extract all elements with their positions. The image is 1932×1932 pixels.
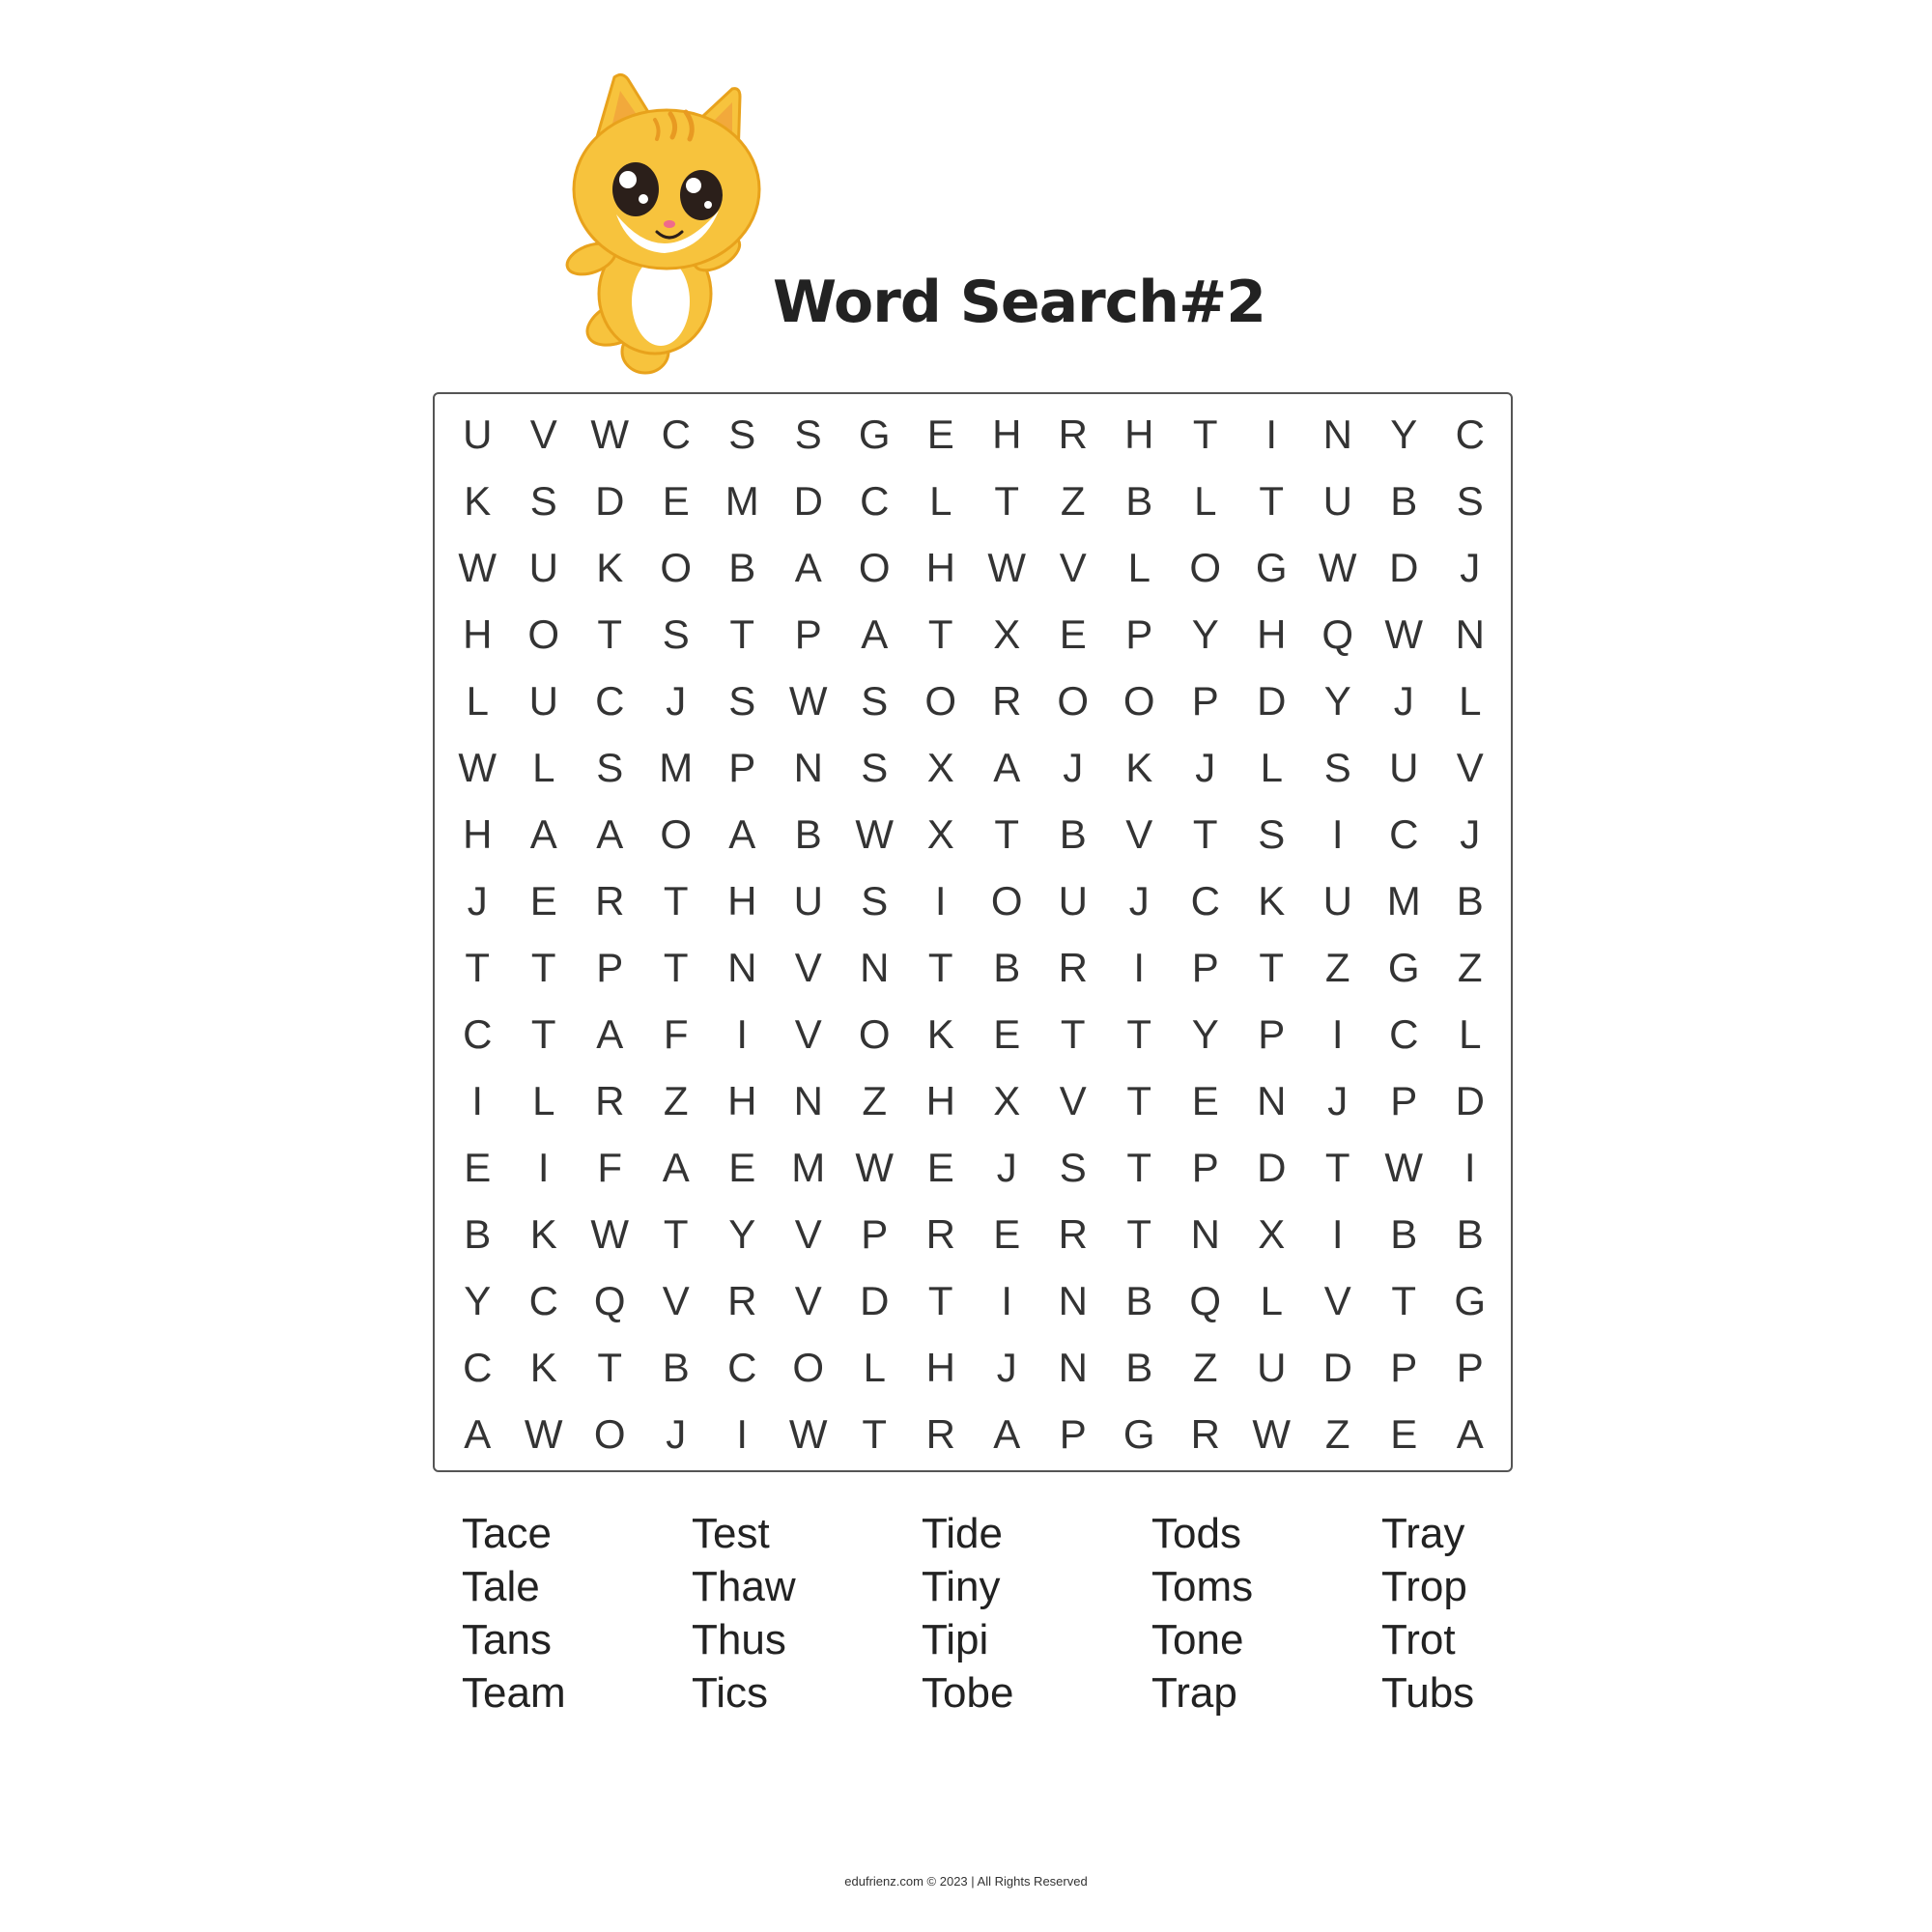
grid-letter[interactable]: R: [595, 877, 625, 923]
grid-letter[interactable]: U: [1389, 744, 1419, 790]
grid-letter[interactable]: K: [529, 1210, 557, 1257]
grid-letter[interactable]: N: [1058, 1344, 1088, 1390]
grid-letter[interactable]: I: [1331, 1210, 1344, 1257]
grid-letter[interactable]: U: [1058, 877, 1088, 923]
grid-letter[interactable]: Y: [1390, 411, 1418, 457]
grid-letter[interactable]: D: [860, 1277, 890, 1323]
grid-letter[interactable]: B: [1125, 477, 1153, 524]
grid-letter[interactable]: T: [1192, 810, 1218, 857]
grid-letter[interactable]: D: [1389, 544, 1419, 590]
grid-letter[interactable]: P: [1125, 611, 1153, 657]
grid-letter[interactable]: D: [1257, 677, 1287, 724]
grid-letter[interactable]: R: [1058, 944, 1088, 990]
grid-letter[interactable]: J: [467, 877, 488, 923]
grid-letter[interactable]: B: [1390, 1210, 1418, 1257]
grid-letter[interactable]: L: [1260, 1277, 1283, 1323]
grid-letter[interactable]: H: [727, 877, 757, 923]
grid-letter[interactable]: H: [925, 544, 955, 590]
grid-letter[interactable]: B: [794, 810, 822, 857]
grid-letter[interactable]: L: [466, 677, 489, 724]
grid-letter[interactable]: E: [1059, 611, 1087, 657]
grid-letter[interactable]: B: [1125, 1344, 1153, 1390]
grid-letter[interactable]: K: [926, 1010, 954, 1057]
grid-letter[interactable]: S: [794, 411, 822, 457]
grid-letter[interactable]: B: [728, 544, 756, 590]
grid-letter[interactable]: Z: [1192, 1344, 1218, 1390]
word-list-item: Tide: [922, 1510, 1003, 1557]
grid-letter[interactable]: T: [530, 944, 556, 990]
grid-letter[interactable]: P: [794, 611, 822, 657]
grid-letter[interactable]: R: [1058, 411, 1088, 457]
grid-letter[interactable]: S: [1059, 1144, 1087, 1190]
grid-letter[interactable]: A: [596, 1010, 624, 1057]
grid-letter[interactable]: O: [660, 810, 693, 857]
grid-letter[interactable]: N: [727, 944, 757, 990]
grid-letter[interactable]: N: [1190, 1210, 1220, 1257]
grid-letter[interactable]: X: [926, 744, 954, 790]
grid-letter[interactable]: G: [1255, 544, 1288, 590]
grid-letter[interactable]: N: [1322, 411, 1352, 457]
word-search-grid: [433, 392, 1513, 1472]
grid-letter[interactable]: Y: [728, 1210, 756, 1257]
grid-letter[interactable]: Z: [862, 1077, 888, 1123]
word-list-item: Tipi: [922, 1616, 989, 1663]
grid-letter[interactable]: T: [1259, 944, 1285, 990]
grid-letter[interactable]: C: [727, 1344, 757, 1390]
grid-letter[interactable]: S: [1258, 810, 1286, 857]
grid-letter[interactable]: V: [794, 1010, 822, 1057]
grid-letter[interactable]: J: [666, 677, 687, 724]
grid-letter[interactable]: F: [597, 1144, 623, 1190]
grid-letter[interactable]: T: [1126, 1210, 1152, 1257]
grid-letter[interactable]: N: [860, 944, 890, 990]
word-list-item: Tubs: [1381, 1669, 1475, 1717]
grid-letter[interactable]: T: [663, 1210, 689, 1257]
grid-letter[interactable]: B: [1390, 477, 1418, 524]
grid-letter[interactable]: R: [727, 1277, 757, 1323]
grid-letter[interactable]: T: [927, 611, 953, 657]
grid-letter[interactable]: S: [728, 677, 756, 724]
grid-letter[interactable]: P: [1390, 1344, 1418, 1390]
grid-letter[interactable]: W: [458, 544, 497, 590]
grid-letter[interactable]: S: [728, 411, 756, 457]
grid-letter[interactable]: I: [934, 877, 947, 923]
grid-letter[interactable]: V: [1323, 1277, 1351, 1323]
grid-letter[interactable]: W: [524, 1410, 563, 1457]
grid-letter[interactable]: V: [794, 1210, 822, 1257]
word-list-item: Tray: [1381, 1510, 1465, 1557]
grid-letter[interactable]: A: [861, 611, 889, 657]
grid-letter[interactable]: A: [993, 1410, 1021, 1457]
grid-letter[interactable]: O: [1189, 544, 1222, 590]
grid-letter[interactable]: I: [736, 1410, 749, 1457]
grid-letter[interactable]: J: [1327, 1077, 1349, 1123]
grid-letter[interactable]: O: [1122, 677, 1155, 724]
grid-letter[interactable]: P: [861, 1210, 889, 1257]
grid-letter[interactable]: S: [861, 677, 889, 724]
grid-letter[interactable]: E: [1390, 1410, 1418, 1457]
grid-letter[interactable]: K: [464, 477, 492, 524]
grid-letter[interactable]: T: [597, 611, 623, 657]
grid-letter[interactable]: J: [996, 1144, 1017, 1190]
grid-letter[interactable]: E: [1191, 1077, 1219, 1123]
grid-letter[interactable]: A: [596, 810, 624, 857]
word-list-item: Thaw: [692, 1563, 796, 1610]
grid-letter[interactable]: L: [1260, 744, 1283, 790]
grid-letter[interactable]: Y: [1191, 611, 1219, 657]
grid-letter[interactable]: L: [532, 1077, 555, 1123]
grid-letter[interactable]: P: [1191, 944, 1219, 990]
grid-letter[interactable]: R: [595, 1077, 625, 1123]
grid-letter[interactable]: S: [861, 744, 889, 790]
copyright-footer: edufrienz.com © 2023 | All Rights Reserved: [844, 1874, 1088, 1889]
grid-letter[interactable]: L: [1194, 477, 1217, 524]
grid-letter[interactable]: C: [595, 677, 625, 724]
grid-letter[interactable]: E: [464, 1144, 492, 1190]
word-list-item: Tans: [462, 1616, 552, 1663]
grid-letter[interactable]: M: [791, 1144, 826, 1190]
grid-letter[interactable]: C: [1389, 810, 1419, 857]
grid-letter[interactable]: J: [1460, 810, 1481, 857]
grid-letter[interactable]: O: [858, 544, 891, 590]
grid-letter[interactable]: Y: [1323, 677, 1351, 724]
grid-letter[interactable]: H: [463, 611, 493, 657]
grid-letter[interactable]: S: [1456, 477, 1484, 524]
grid-letter[interactable]: G: [1387, 944, 1420, 990]
word-list-item: Tace: [462, 1510, 552, 1557]
grid-letter[interactable]: V: [1125, 810, 1153, 857]
grid-letter[interactable]: O: [1057, 677, 1090, 724]
word-list-item: Tone: [1151, 1616, 1244, 1663]
grid-letter[interactable]: I: [471, 1077, 484, 1123]
word-list-item: Thus: [692, 1616, 786, 1663]
grid-letter[interactable]: I: [1265, 411, 1278, 457]
grid-letter[interactable]: U: [528, 544, 558, 590]
grid-letter[interactable]: C: [1455, 411, 1485, 457]
grid-letter[interactable]: T: [530, 1010, 556, 1057]
grid-letter[interactable]: E: [728, 1144, 756, 1190]
grid-letter[interactable]: D: [1322, 1344, 1352, 1390]
grid-letter[interactable]: A: [1456, 1410, 1484, 1457]
grid-letter[interactable]: X: [993, 1077, 1021, 1123]
grid-letter[interactable]: S: [662, 611, 690, 657]
grid-letter[interactable]: T: [862, 1410, 888, 1457]
grid-letter[interactable]: C: [860, 477, 890, 524]
grid-letter[interactable]: H: [1124, 411, 1154, 457]
grid-letter[interactable]: Z: [1060, 477, 1086, 524]
word-list: [462, 1507, 1621, 1729]
grid-letter[interactable]: N: [793, 1077, 823, 1123]
grid-letter[interactable]: V: [662, 1277, 690, 1323]
grid-letter[interactable]: A: [794, 544, 822, 590]
grid-letter[interactable]: B: [1125, 1277, 1153, 1323]
grid-letter[interactable]: W: [788, 677, 828, 724]
grid-letter[interactable]: C: [661, 411, 691, 457]
grid-letter[interactable]: K: [1125, 744, 1153, 790]
grid-letter[interactable]: Z: [1457, 944, 1483, 990]
grid-letter[interactable]: L: [1127, 544, 1151, 590]
grid-letter[interactable]: H: [463, 810, 493, 857]
grid-letter[interactable]: P: [1191, 1144, 1219, 1190]
grid-letter[interactable]: A: [993, 744, 1021, 790]
grid-letter[interactable]: P: [596, 944, 624, 990]
grid-letter[interactable]: I: [1001, 1277, 1013, 1323]
grid-letter[interactable]: Q: [593, 1277, 626, 1323]
grid-letter[interactable]: N: [1058, 1277, 1088, 1323]
grid-letter[interactable]: V: [529, 411, 557, 457]
grid-letter[interactable]: B: [993, 944, 1021, 990]
grid-letter[interactable]: X: [993, 611, 1021, 657]
grid-letter[interactable]: M: [659, 744, 694, 790]
grid-letter[interactable]: I: [1133, 944, 1146, 990]
grid-letter[interactable]: T: [1192, 411, 1218, 457]
grid-letter[interactable]: M: [724, 477, 759, 524]
grid-letter[interactable]: O: [924, 677, 957, 724]
grid-letter[interactable]: V: [1059, 544, 1087, 590]
grid-letter[interactable]: P: [1191, 677, 1219, 724]
grid-letter[interactable]: O: [990, 877, 1023, 923]
grid-letter[interactable]: U: [528, 677, 558, 724]
word-list-item: Trap: [1151, 1669, 1237, 1717]
grid-letter[interactable]: A: [728, 810, 756, 857]
grid-letter[interactable]: B: [1456, 877, 1484, 923]
grid-letter[interactable]: I: [1331, 810, 1344, 857]
grid-letter[interactable]: G: [1122, 1410, 1155, 1457]
grid-letter[interactable]: J: [1393, 677, 1414, 724]
grid-letter[interactable]: S: [596, 744, 624, 790]
grid-letter[interactable]: U: [463, 411, 493, 457]
grid-letter[interactable]: U: [1322, 477, 1352, 524]
grid-letter[interactable]: Q: [1321, 611, 1354, 657]
grid-letter[interactable]: I: [736, 1010, 749, 1057]
grid-letter[interactable]: T: [994, 477, 1020, 524]
grid-letter[interactable]: T: [729, 611, 755, 657]
grid-letter[interactable]: O: [593, 1410, 626, 1457]
grid-letter[interactable]: S: [1323, 744, 1351, 790]
grid-letter[interactable]: C: [463, 1010, 493, 1057]
grid-letter[interactable]: C: [1389, 1010, 1419, 1057]
grid-letter[interactable]: L: [863, 1344, 886, 1390]
grid-letter[interactable]: N: [793, 744, 823, 790]
grid-letter[interactable]: H: [925, 1077, 955, 1123]
grid-letter[interactable]: A: [529, 810, 557, 857]
grid-letter[interactable]: W: [855, 810, 895, 857]
grid-letter[interactable]: J: [996, 1344, 1017, 1390]
letter-grid: [444, 401, 1503, 1467]
grid-letter[interactable]: D: [1257, 1144, 1287, 1190]
kitten-mascot-icon: [558, 70, 761, 377]
grid-letter[interactable]: B: [662, 1344, 690, 1390]
grid-letter[interactable]: W: [855, 1144, 895, 1190]
grid-letter[interactable]: J: [1195, 744, 1216, 790]
grid-letter[interactable]: H: [727, 1077, 757, 1123]
grid-letter[interactable]: Q: [1189, 1277, 1222, 1323]
grid-letter[interactable]: V: [794, 1277, 822, 1323]
grid-letter[interactable]: S: [529, 477, 557, 524]
grid-letter[interactable]: X: [926, 810, 954, 857]
word-list-item: Tics: [692, 1669, 769, 1717]
grid-letter[interactable]: I: [537, 1144, 550, 1190]
grid-letter[interactable]: K: [529, 1344, 557, 1390]
grid-letter[interactable]: E: [926, 411, 954, 457]
word-list-item: Test: [692, 1510, 770, 1557]
grid-letter[interactable]: T: [465, 944, 491, 990]
grid-letter[interactable]: H: [925, 1344, 955, 1390]
word-list-item: Toms: [1151, 1563, 1254, 1610]
grid-letter[interactable]: A: [662, 1144, 690, 1190]
grid-letter[interactable]: E: [529, 877, 557, 923]
word-list-item: Tale: [462, 1563, 540, 1610]
grid-letter[interactable]: A: [464, 1410, 492, 1457]
word-list-item: Trop: [1381, 1563, 1467, 1610]
grid-letter[interactable]: C: [528, 1277, 558, 1323]
word-list-item: Team: [462, 1669, 566, 1717]
grid-letter[interactable]: C: [463, 1344, 493, 1390]
grid-letter[interactable]: N: [1455, 611, 1485, 657]
grid-letter[interactable]: Z: [1324, 944, 1350, 990]
grid-letter[interactable]: L: [1459, 677, 1482, 724]
grid-letter[interactable]: T: [1324, 1144, 1350, 1190]
word-list-item: Tods: [1151, 1510, 1241, 1557]
grid-letter[interactable]: W: [788, 1410, 828, 1457]
grid-letter[interactable]: R: [992, 677, 1022, 724]
grid-letter[interactable]: P: [1059, 1410, 1087, 1457]
grid-letter[interactable]: S: [861, 877, 889, 923]
grid-letter[interactable]: W: [1252, 1410, 1292, 1457]
grid-letter[interactable]: Z: [663, 1077, 689, 1123]
grid-letter[interactable]: W: [1384, 611, 1424, 657]
grid-letter[interactable]: K: [1258, 877, 1286, 923]
grid-letter[interactable]: B: [1456, 1210, 1484, 1257]
grid-letter[interactable]: F: [663, 1010, 689, 1057]
grid-letter[interactable]: P: [1456, 1344, 1484, 1390]
grid-letter[interactable]: O: [858, 1010, 891, 1057]
grid-letter[interactable]: C: [1190, 877, 1220, 923]
grid-letter[interactable]: Y: [1191, 1010, 1219, 1057]
grid-letter[interactable]: P: [1258, 1010, 1286, 1057]
grid-letter[interactable]: B: [464, 1210, 492, 1257]
grid-letter[interactable]: H: [1257, 611, 1287, 657]
grid-letter[interactable]: P: [1390, 1077, 1418, 1123]
grid-letter[interactable]: J: [666, 1410, 687, 1457]
grid-letter[interactable]: L: [929, 477, 952, 524]
grid-letter[interactable]: T: [1126, 1077, 1152, 1123]
grid-letter[interactable]: L: [532, 744, 555, 790]
grid-letter[interactable]: N: [1257, 1077, 1287, 1123]
page-title: Word Search#2: [773, 269, 1265, 336]
grid-letter[interactable]: D: [595, 477, 625, 524]
grid-letter[interactable]: T: [1126, 1010, 1152, 1057]
grid-letter[interactable]: T: [1126, 1144, 1152, 1190]
grid-letter[interactable]: W: [1384, 1144, 1424, 1190]
grid-letter[interactable]: G: [858, 411, 891, 457]
grid-letter[interactable]: R: [925, 1410, 955, 1457]
grid-letter[interactable]: T: [663, 944, 689, 990]
grid-letter[interactable]: D: [1455, 1077, 1485, 1123]
grid-letter[interactable]: I: [1463, 1144, 1476, 1190]
grid-letter[interactable]: T: [1391, 1277, 1417, 1323]
grid-letter[interactable]: R: [1058, 1210, 1088, 1257]
grid-letter[interactable]: J: [1063, 744, 1084, 790]
grid-letter[interactable]: P: [728, 744, 756, 790]
grid-letter[interactable]: W: [987, 544, 1027, 590]
grid-letter[interactable]: T: [1259, 477, 1285, 524]
grid-letter[interactable]: E: [662, 477, 690, 524]
grid-letter[interactable]: T: [1060, 1010, 1086, 1057]
grid-letter[interactable]: J: [1460, 544, 1481, 590]
grid-letter[interactable]: G: [1454, 1277, 1487, 1323]
grid-letter[interactable]: J: [1128, 877, 1150, 923]
grid-letter[interactable]: T: [927, 944, 953, 990]
grid-letter[interactable]: W: [590, 411, 630, 457]
word-list-item: Tiny: [922, 1563, 1001, 1610]
grid-letter[interactable]: Z: [1324, 1410, 1350, 1457]
grid-letter[interactable]: D: [793, 477, 823, 524]
grid-letter[interactable]: V: [1456, 744, 1484, 790]
word-list-item: Tobe: [922, 1669, 1014, 1717]
grid-letter[interactable]: T: [663, 877, 689, 923]
grid-letter[interactable]: R: [1190, 1410, 1220, 1457]
grid-letter[interactable]: V: [1059, 1077, 1087, 1123]
grid-letter[interactable]: O: [527, 611, 560, 657]
grid-letter[interactable]: U: [793, 877, 823, 923]
grid-letter[interactable]: U: [1322, 877, 1352, 923]
grid-letter[interactable]: W: [458, 744, 497, 790]
grid-letter[interactable]: O: [792, 1344, 825, 1390]
grid-letter[interactable]: X: [1258, 1210, 1286, 1257]
grid-letter[interactable]: O: [660, 544, 693, 590]
word-list-item: Trot: [1381, 1616, 1456, 1663]
grid-letter[interactable]: Y: [464, 1277, 492, 1323]
grid-letter[interactable]: B: [1059, 810, 1087, 857]
grid-letter[interactable]: U: [1257, 1344, 1287, 1390]
grid-letter[interactable]: R: [925, 1210, 955, 1257]
grid-letter[interactable]: L: [1459, 1010, 1482, 1057]
grid-letter[interactable]: H: [992, 411, 1022, 457]
grid-letter[interactable]: T: [597, 1344, 623, 1390]
grid-letter[interactable]: T: [927, 1277, 953, 1323]
grid-letter[interactable]: E: [993, 1210, 1021, 1257]
grid-letter[interactable]: E: [926, 1144, 954, 1190]
grid-letter[interactable]: V: [794, 944, 822, 990]
grid-letter[interactable]: E: [993, 1010, 1021, 1057]
grid-letter[interactable]: W: [1318, 544, 1357, 590]
grid-letter[interactable]: I: [1331, 1010, 1344, 1057]
grid-letter[interactable]: W: [590, 1210, 630, 1257]
grid-letter[interactable]: M: [1386, 877, 1421, 923]
grid-letter[interactable]: K: [596, 544, 624, 590]
grid-letter[interactable]: T: [994, 810, 1020, 857]
